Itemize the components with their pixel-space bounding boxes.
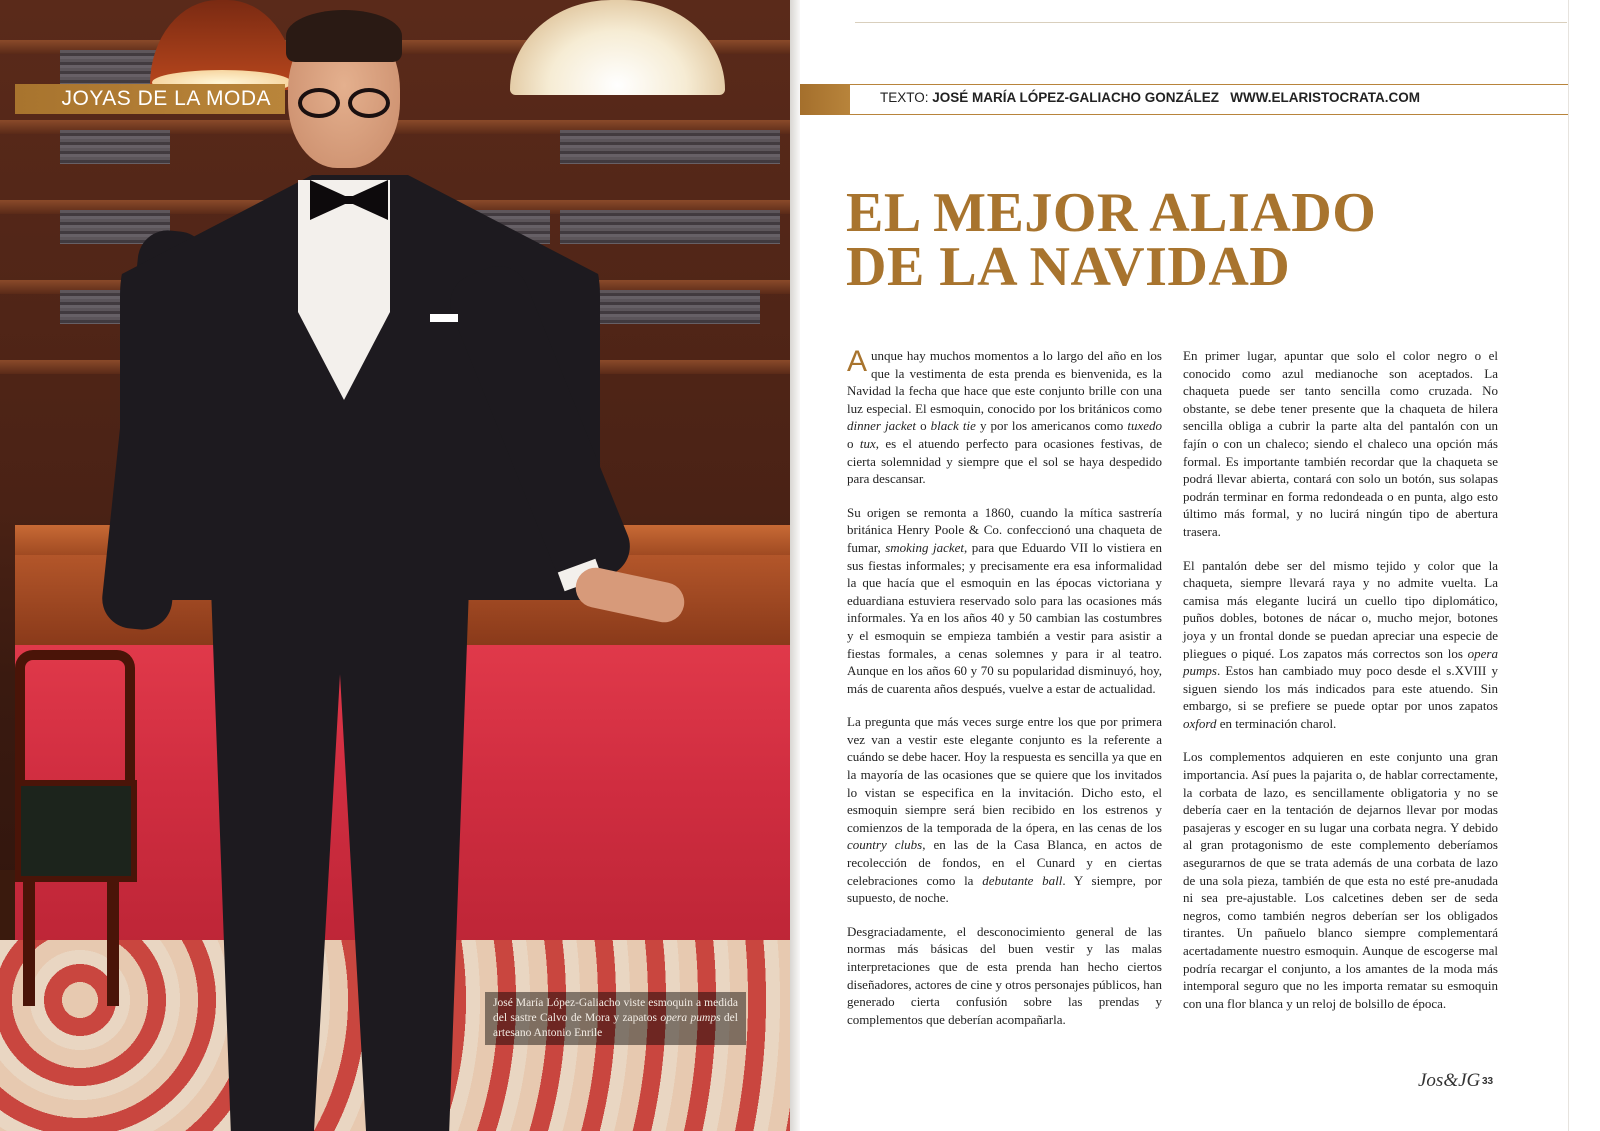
- italic-text: tuxedo: [1127, 418, 1162, 434]
- header-rule: [850, 114, 1568, 115]
- section-label-text: JOYAS DE LA MODA: [61, 87, 271, 110]
- trousers: [210, 560, 470, 1131]
- text-run: La pregunta que más veces surge entre los que por primera vez van a vestir este elegante conjunto es la referente a cuándo se debe hacer. Hoy la respuesta es sencilla ya que en la mayoría de las ocasiones que se quiere que los invitados lo vistan se especifica en la invitación. Dicho esto, el esmoquin siempre será bien recibido en los estrenos y comienzos de la temporada de la ópera, en las cenas de los: [847, 714, 1162, 835]
- magazine-logo: Jos&JG: [1418, 1070, 1481, 1091]
- text-run: unque hay muchos momentos a lo largo del año en los que la vestimenta de esta prenda es bienvenida, es la Navidad la fecha que hace que este conjunto brille con una luz especial. El esmoquin, conocido por los británicos como: [847, 348, 1162, 416]
- paragraph: [847, 713, 1162, 907]
- paragraph: [1183, 557, 1498, 733]
- text-run: Su origen se remonta a 1860, cuando la mítica sastrería británica Henry Poole & Co. confeccionó una chaqueta de fumar,: [847, 504, 1162, 555]
- article-column-right: [1183, 347, 1498, 1028]
- header-bar: [800, 84, 1568, 115]
- text-run: , en las de la Casa Blanca, en actos de recolección de fondos, en el Cunard y en ciertas celebraciones como la: [847, 837, 1163, 888]
- byline: [880, 90, 1420, 105]
- caption-text: José María López-Galiacho viste esmoquin a medida del sastre Calvo de Mora y zapatos: [493, 997, 738, 1024]
- italic-text: tux: [859, 435, 876, 451]
- text-run: . Estos han cambiado muy poco desde el s.XVIII y siguen siendo los más indicados para este atuendo. Sin embargo, si se prefiere se puede optar por unos zapatos: [1183, 663, 1498, 714]
- text-run: o: [916, 418, 931, 434]
- drop-cap: A: [847, 345, 868, 378]
- byline-prefix: TEXTO:: [880, 90, 933, 105]
- headline-line: DE LA NAVIDAD: [846, 236, 1291, 298]
- italic-text: dinner jacket: [847, 418, 917, 434]
- text-run: y por los americanos como: [975, 418, 1128, 434]
- header-rule: [850, 84, 1568, 85]
- hair: [286, 10, 402, 62]
- text-run: El pantalón debe ser del mismo tejido y color que la chaqueta, siempre llevará raya y no admite vuelta. La camisa más elegante lucirá un cuello tipo diplomático, puños dobles, botones de nácar o, mucho mejor, botones joya y un frontal donde se puedan apreciar una especie de pliegues o piqué. Los zapatos más correctos son los: [1183, 557, 1498, 661]
- caption-text: del artesano Antonio Enrile: [493, 1012, 738, 1039]
- chair-back: [15, 650, 135, 790]
- text-run: , para que Eduardo VII lo vistiera en sus fiestas informales; y precisamente era esa informalidad la que hacía que el esmoquin en las épocas victoriana y eduardiana estuviera reservado solo para las ocasiones más informales. Ya en los años 40 y 50 cambian las costumbres y el esmoquin se empieza también a vestir para asistir a fiestas formales, a cenas solemnes y para ir al teatro. Aunque en los años 60 y 70 su popularidad disminuyó, hoy, más de cuarenta años después, vuelve a estar de actualidad.: [847, 539, 1162, 696]
- glasses: [298, 88, 393, 112]
- photo-caption: [485, 992, 746, 1045]
- header-gold-block: [800, 84, 850, 115]
- paragraph: [1183, 748, 1498, 1012]
- text-run: Desgraciadamente, el desconocimiento general de las normas más básicas del buen vestir y las malas interpretaciones que de esta prenda han hecho ciertos diseñadores, actores de cine y otros personajes públicos, han generado cierta confusión sobre las prendas y complementos que deberían acompañarla.: [847, 923, 1162, 1027]
- pocket-square: [430, 314, 458, 322]
- page-number: 33: [1482, 1076, 1494, 1087]
- text-run: . Y siempre, por supuesto, de noche.: [847, 872, 1162, 906]
- caption-italic: opera pumps: [660, 1012, 721, 1024]
- page-edge-rule: [1568, 0, 1569, 1131]
- headline-line: EL MEJOR ALIADO: [846, 182, 1377, 244]
- text-run: Los complementos adquieren en este conjunto una gran importancia. Así pues la pajarita o, de hablar correctamente, la corbata de lazo, es sencillamente obligatoria y no se debería caer en la tentación de dejarnos llevar por modas pasajeras y escoger en su lugar una corbata negra. Y debido al gran protagonismo de este complemento deberíamos asegurarnos de que se trata además de una corbata de lazo de una sola pieza, también de que esta no esté pre-anudada ni sea pre-ajustable. Los calcetines deben ser de seda negros, como también negros deberían ser los obligados tirantes. Un pañuelo blanco siempre complementará acertadamente nuestro esmoquin. Aunque de escogerse mal podría recargar el conjunto, a los amantes de la moda más intemporal seguro que no les importa rematar su esmoquin con una flor blanca y un reloj de bolsillo de época.: [1183, 749, 1498, 1011]
- italic-text: debutante ball: [982, 872, 1063, 888]
- italic-text: opera pumps: [1183, 645, 1498, 679]
- paragraph: [847, 347, 1162, 488]
- section-label: [15, 84, 285, 114]
- italic-text: country clubs: [847, 837, 923, 853]
- chair-seat: [15, 780, 137, 882]
- text-run: o: [847, 435, 860, 451]
- article-column-left: [847, 347, 1162, 1044]
- byline-author: JOSÉ MARÍA LÓPEZ-GALIACHO GONZÁLEZ: [932, 90, 1220, 105]
- paragraph: [847, 504, 1162, 698]
- italic-text: smoking jacket: [885, 539, 965, 555]
- text-run: , es el atuendo perfecto para ocasiones festivas, de cierta solemnidad y siempre que el sol se haya despedido para descansar.: [847, 435, 1163, 487]
- italic-text: oxford: [1183, 715, 1217, 731]
- top-rule: [855, 22, 1567, 23]
- man-in-tuxedo: [120, 0, 600, 1131]
- text-run: en terminación charol.: [1216, 715, 1337, 731]
- paragraph: [1183, 347, 1498, 541]
- chair: [15, 650, 125, 1010]
- chair-leg: [23, 876, 35, 1006]
- byline-website: WWW.ELARISTOCRATA.COM: [1230, 90, 1421, 105]
- italic-text: black tie: [930, 418, 976, 434]
- article-page: [800, 0, 1600, 1131]
- text-run: En primer lugar, apuntar que solo el color negro o el conocido como azul medianoche son aceptados. La chaqueta puede ser tanto sencilla como cruzada. No obstante, se debe tener presente que la chaqueta de hilera sencilla obliga a cubrir la parte alta del pantalón con un fajín o con un chaleco; siendo el chaleco una opción más formal. Es importante también recordar que la chaqueta se podrá llevar abierta, contará con solo un botón, sus solapas podrán terminar en forma redondeada o en punta, algo esto último más formal, y no lucirá ningún tipo de abertura trasera.: [1183, 348, 1498, 539]
- article-headline: [846, 182, 1377, 298]
- paragraph: [847, 923, 1162, 1029]
- chair-leg: [107, 876, 119, 1006]
